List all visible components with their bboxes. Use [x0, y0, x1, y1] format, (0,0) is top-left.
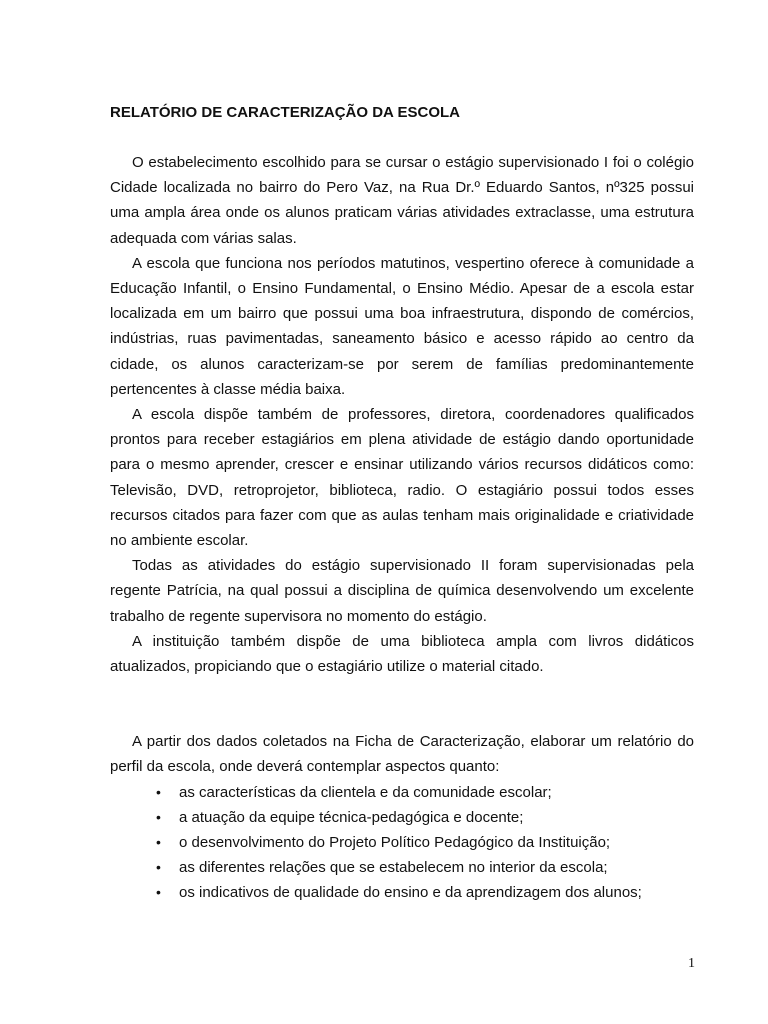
- instruction-paragraph: A partir dos dados coletados na Ficha de Caracterização, elaborar um relatório do perfil da escola, onde deverá contemplar aspectos quanto:: [110, 733, 694, 776]
- list-item: [156, 805, 694, 830]
- document-body: [110, 100, 694, 906]
- bullet-icon: •: [156, 859, 161, 876]
- bullet-icon: •: [156, 884, 161, 901]
- page-number: 1: [688, 956, 695, 971]
- list-item-text: as características da clientela e da comunidade escolar;: [179, 783, 552, 801]
- bullet-icon: •: [156, 783, 161, 800]
- paragraph: A escola dispõe também de professores, diretora, coordenadores qualificados prontos para receber estagiários em plena atividade de estágio dando oportunidade para o mesmo aprender, crescer e ensinar utilizando vários recursos didáticos como: Televisão, DVD, retroprojetor, biblioteca, radio. O estagiário possui todos esses recursos citados para fazer com que as aulas tenham mais originalidade e criatividade no ambiente escolar.: [110, 406, 694, 550]
- bullet-icon: •: [156, 834, 161, 851]
- list-item: [156, 855, 694, 880]
- list-item: [156, 830, 694, 855]
- section-spacer: [110, 679, 694, 729]
- document-title: RELATÓRIO DE CARACTERIZAÇÃO DA ESCOLA: [110, 104, 460, 121]
- list-item-text: o desenvolvimento do Projeto Político Pedagógico da Instituição;: [179, 834, 611, 852]
- bullet-icon: •: [156, 808, 161, 825]
- list-item-text: os indicativos de qualidade do ensino e da aprendizagem dos alunos;: [179, 884, 642, 902]
- list-item: [156, 780, 694, 805]
- paragraph: O estabelecimento escolhido para se cursar o estágio supervisionado I foi o colégio Cidade localizada no bairro do Pero Vaz, na Rua Dr.º Eduardo Santos, nº325 possui uma ampla área onde os alunos praticam várias atividades extraclasse, uma estrutura adequada com várias salas.: [110, 154, 694, 247]
- list-item-text: a atuação da equipe técnica-pedagógica e docente;: [179, 808, 524, 826]
- list-item-text: as diferentes relações que se estabelecem no interior da escola;: [179, 859, 608, 877]
- paragraph: A instituição também dispõe de uma biblioteca ampla com livros didáticos atualizados, propiciando que o estagiário utilize o material citado.: [110, 632, 694, 676]
- paragraph: Todas as atividades do estágio supervisionado II foram supervisionadas pela regente Patrícia, na qual possui a disciplina de química desenvolvendo um excelente trabalho de regente supervisora no momento do estágio.: [110, 557, 694, 625]
- aspects-list: [110, 780, 694, 906]
- paragraph: A escola que funciona nos períodos matutinos, vespertino oferece à comunidade a Educação Infantil, o Ensino Fundamental, o Ensino Médio. Apesar de a escola estar localizada em um bairro que possui uma boa infraestrutura, dispondo de comércios, indústrias, ruas pavimentadas, saneamento básico e acesso rápido ao centro da cidade, os alunos caracterizam-se por serem de famílias predominantemente pertencentes à classe média baixa.: [110, 254, 694, 398]
- list-item: [156, 880, 694, 905]
